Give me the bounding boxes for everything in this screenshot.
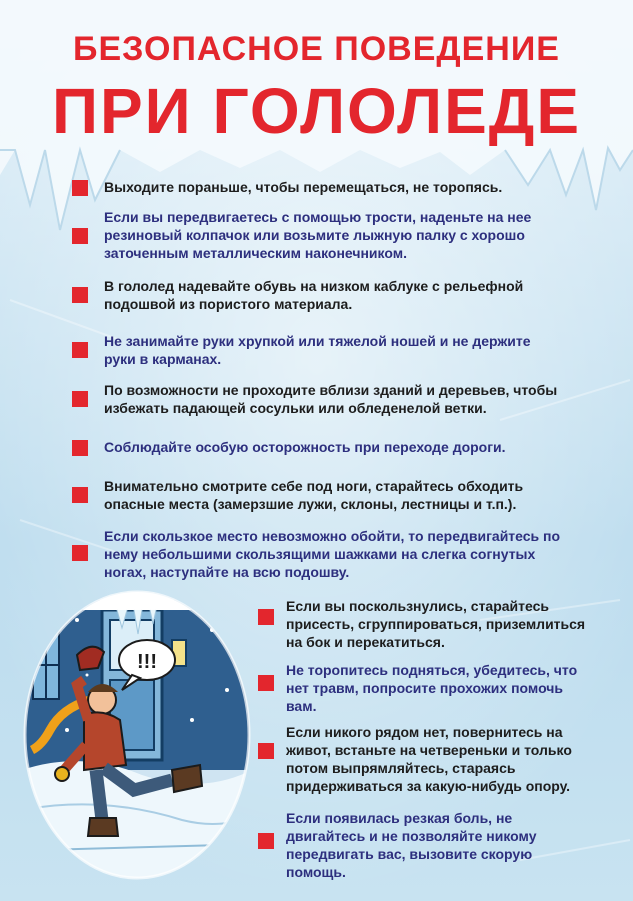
item-text: По возможности не проходите вблизи зданий и деревьев, чтобы избежать падающей сосульки или обледенелой ветки. bbox=[104, 382, 558, 416]
list-item bbox=[258, 809, 608, 883]
leg-right bbox=[96, 770, 102, 820]
list-item bbox=[258, 723, 608, 797]
item-text: Не торопитесь подняться, убедитесь, что нет травм, попросите прохожих помочь вам. bbox=[286, 662, 578, 714]
boot-left bbox=[88, 818, 118, 836]
list-item bbox=[72, 208, 572, 264]
boot-right bbox=[172, 765, 202, 792]
list-item bbox=[72, 178, 572, 198]
bullet-square-icon bbox=[258, 609, 274, 625]
list-item bbox=[72, 277, 572, 315]
bullet-square-icon bbox=[72, 342, 88, 358]
bullet-square-icon bbox=[258, 833, 274, 849]
item-text: Если вы поскользнулись, старайтесь присесть, сгруппироваться, приземлиться на бок и перекатиться. bbox=[286, 598, 586, 650]
item-text: Выходите пораньше, чтобы перемещаться, не торопясь. bbox=[104, 179, 503, 195]
list-item bbox=[72, 527, 572, 583]
body bbox=[84, 712, 126, 770]
bullet-square-icon bbox=[258, 743, 274, 759]
list-item bbox=[258, 661, 608, 717]
item-text: Соблюдайте особую осторожность при переходе дороги. bbox=[104, 439, 506, 455]
list-item bbox=[72, 438, 572, 458]
list-item bbox=[72, 381, 572, 419]
item-text: Если вы передвигаетесь с помощью трости, наденьте на нее резиновый колпачок или возьмите лыжную палку с хорошо заточенным металлическим наконечником. bbox=[104, 209, 532, 261]
list-item bbox=[258, 597, 608, 653]
speech-bubble-text: !!! bbox=[137, 651, 157, 673]
bullet-square-icon bbox=[72, 228, 88, 244]
bullet-square-icon bbox=[72, 440, 88, 456]
item-text: Не занимайте руки хрупкой или тяжелой ношей и не держите руки в карманах. bbox=[104, 333, 531, 367]
item-text: Если появилась резкая боль, не двигайтесь и не позволяйте никому передвигать вас, вызовите скорую помощь. bbox=[286, 810, 537, 880]
bullet-square-icon bbox=[72, 287, 88, 303]
title-line-1: БЕЗОПАСНОЕ ПОВЕДЕНИЕ bbox=[73, 30, 560, 68]
item-text: Если скользкое место невозможно обойти, то передвигайтесь по нему небольшими скользящими шажками на слегка согнутых ногах, наступайте на всю подошву. bbox=[104, 528, 561, 580]
slipping-man-illustration bbox=[22, 580, 252, 880]
item-text: В гололед надевайте обувь на низком каблуке с рельефной подошвой из пористого материала. bbox=[104, 278, 524, 312]
bullet-square-icon bbox=[258, 675, 274, 691]
title-line-2: ПРИ ГОЛОЛЕДЕ bbox=[51, 75, 582, 147]
bullet-square-icon bbox=[72, 545, 88, 561]
item-text: Внимательно смотрите себе под ноги, старайтесь обходить опасные места (замерзшие лужи, склоны, лестницы и т.п.). bbox=[104, 478, 524, 512]
item-text: Если никого рядом нет, повернитесь на живот, встаньте на четвереньки и только потом выпрямляйтесь, стараясь придерживаться за какую-нибудь опору. bbox=[286, 724, 572, 794]
bullet-square-icon bbox=[72, 487, 88, 503]
bullet-square-icon bbox=[72, 180, 88, 196]
list-item bbox=[72, 332, 572, 370]
list-item bbox=[72, 477, 572, 515]
bullet-square-icon bbox=[72, 391, 88, 407]
